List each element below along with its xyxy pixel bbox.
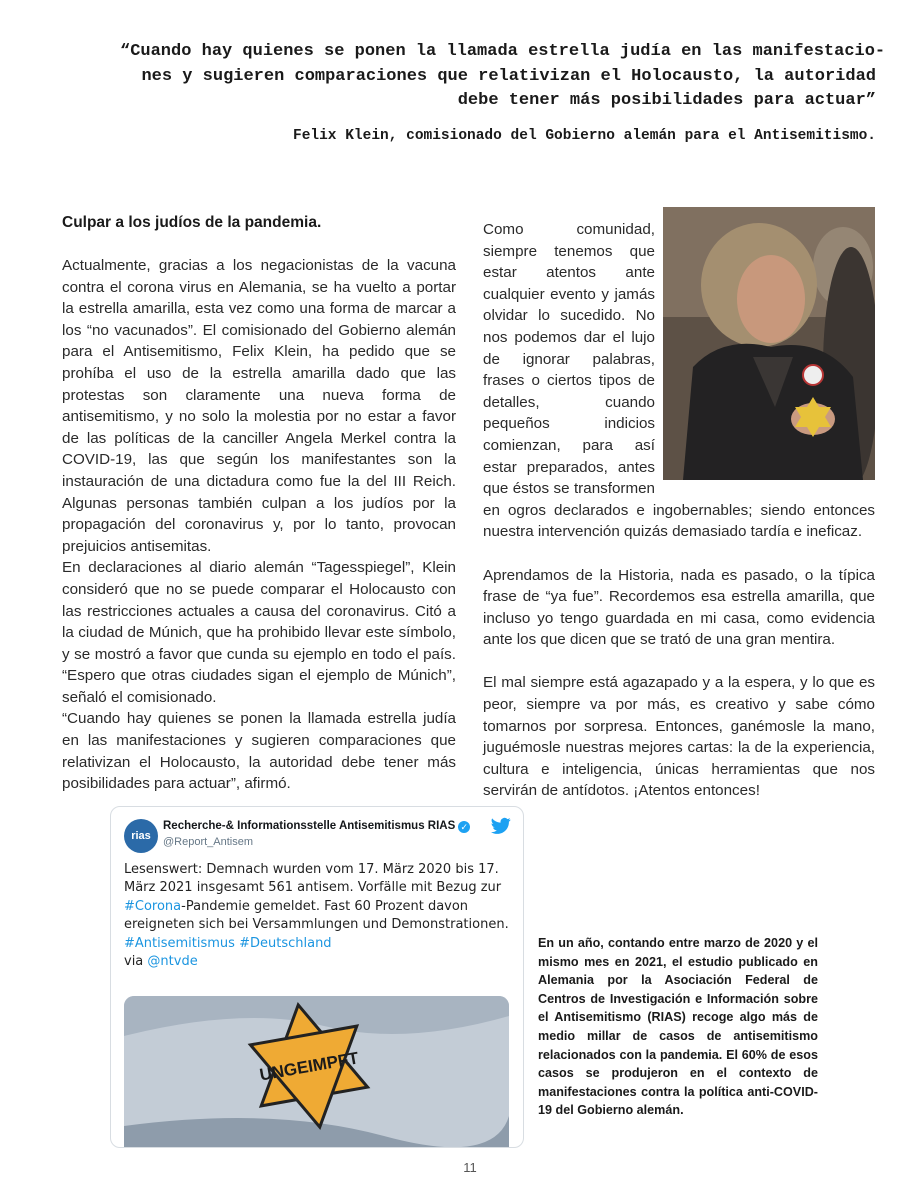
- pull-quote-line: “Cuando hay quienes se ponen la llamada estrella judía en las manifestacio-: [120, 42, 886, 61]
- body-paragraph: Aprendamos de la Historia, nada es pasado, o la típica frase de “ya fue”. Recordemos esa estrella amarilla, que incluso yo tengo guardada en mi casa, como evidencia ante los que dicen que se trató de una gran mentira.: [483, 566, 875, 649]
- left-column: [62, 212, 456, 795]
- protester-illustration: [663, 207, 875, 480]
- tweet-text-part: Lesenswert: Demnach wurden vom 17. März 2020 bis 17. März 2021 insgesamt 561 antisem. Vorfälle mit Bezug zur: [124, 862, 502, 896]
- study-caption: En un año, contando entre marzo de 2020 y el mismo mes en 2021, el estudio publicado en Alemania por la Asociación Federal de Centros de Investigación e Información sobre el Antisemitismo (RIAS) recoge algo más de medio millar de casos de antisemitismo relacionados con la pandemia. El 60% de esos casos se produjeron en el contexto de manifestaciones contra la política anti-COVID-19 del Gobierno alemán.: [538, 936, 818, 1118]
- embedded-tweet[interactable]: [110, 806, 524, 1148]
- tweet-text: [124, 861, 514, 971]
- tweet-account-name-text: Recherche-& Informationsstelle Antisemitismus RIAS: [163, 820, 456, 832]
- body-paragraph: En declaraciones al diario alemán “Tagesspiegel”, Klein consideró que no se puede comparar el Holocausto con las restricciones actuales a causa del coronavirus. Citó a la ciudad de Múnich, que ha prohibido llevar este símbolo, y se mostró a favor que cunda su ejemplo en todo el país. “Espero que otras ciudades sigan el ejemplo de Múnich”, señaló el comisionado.: [62, 559, 456, 706]
- body-paragraph: El mal siempre está agazapado y a la espera, y lo que es peor, siempre va por más, es creativo y sabe cómo tomarnos por sorpresa. Entonces, ganémosle la mano, juguémosle nuestras mejores cartas: la de la experiencia, cultura e inteligencia, únicas herramientas que nos servirán de antídotos. ¡Atentos entonces!: [483, 674, 875, 800]
- page-number: 11: [463, 1160, 477, 1175]
- hashtag-antisemitismus-link[interactable]: #Antisemitismus: [124, 935, 235, 951]
- yellow-star-patch-illustration: [124, 996, 509, 1148]
- pull-quote: [120, 40, 886, 114]
- protester-photo: [663, 207, 875, 480]
- verified-badge-icon: ✓: [458, 821, 470, 833]
- pull-quote-line: nes y sugieren comparaciones que relativizan el Holocausto, la autoridad: [141, 66, 876, 86]
- star-patch-text: UNGEIMPFT: [258, 1048, 361, 1085]
- twitter-bird-icon[interactable]: [491, 817, 511, 835]
- pull-quote-line: debe tener más posibilidades para actuar”: [457, 91, 876, 110]
- section-heading: Culpar a los judíos de la pandemia.: [62, 214, 322, 231]
- tweet-account-name[interactable]: [163, 820, 470, 833]
- via-label: via: [124, 954, 144, 970]
- tweet-handle[interactable]: @Report_Antisem: [163, 836, 254, 848]
- via-handle-link[interactable]: @ntvde: [147, 954, 198, 970]
- tweet-text-part: -Pandemie gemeldet. Fast 60 Prozent davon ereigneten sich bei Versammlungen und Demonstrationen.: [124, 898, 509, 933]
- tweet-media-image[interactable]: [124, 996, 509, 1148]
- hashtag-deutschland-link[interactable]: #Deutschland: [239, 935, 332, 951]
- body-paragraph: “Cuando hay quienes se ponen la llamada estrella judía en las manifestaciones y sugieren comparaciones que relativizan el Holocausto, la autoridad debe tener más posibilidades para actuar”, afirmó.: [62, 710, 456, 793]
- hashtag-corona-link[interactable]: #Corona: [124, 898, 182, 914]
- body-paragraph: Como comunidad, siempre tenemos que estar atentos ante cualquier evento y jamás olvidar lo sucedido. No nos podemos dar el lujo de ignorar palabras, frases o ciertos tipos de detalles, cuando pequeños indicios comienzan, para así estar preparados, antes que éstos se transformen en ogros declarados e ingobernables; siendo entonces nuestra intervención quizás demasiado tardía e ineficaz.: [483, 221, 875, 541]
- pull-quote-attribution: Felix Klein, comisionado del Gobierno alemán para el Antisemitismo.: [293, 128, 876, 144]
- body-paragraph: Actualmente, gracias a los negacionistas de la vacuna contra el corona virus en Alemania, se ha vuelto a portar la estrella amarilla, esta vez como una forma de marcar a los “no vacunados”. El comisionado del Gobierno alemán para el Antisemitismo, Felix Klein, ha pedido que se prohíba el uso de la estrella amarilla dado que las protestas son claramente una nueva forma de antisemitismo, y no solo la molestia por no estar a favor de las políticas de la canciller Angela Merkel contra la COVID-19, las que según los manifestantes son la instauración de una dictadura como fue la del III Reich. Algunas personas también culpan a los judíos por la propagación del coronavirus y, por lo tanto, provocan prejuicios antisemitas.: [62, 257, 456, 555]
- rias-logo: rias: [124, 819, 158, 853]
- right-column: [483, 219, 875, 824]
